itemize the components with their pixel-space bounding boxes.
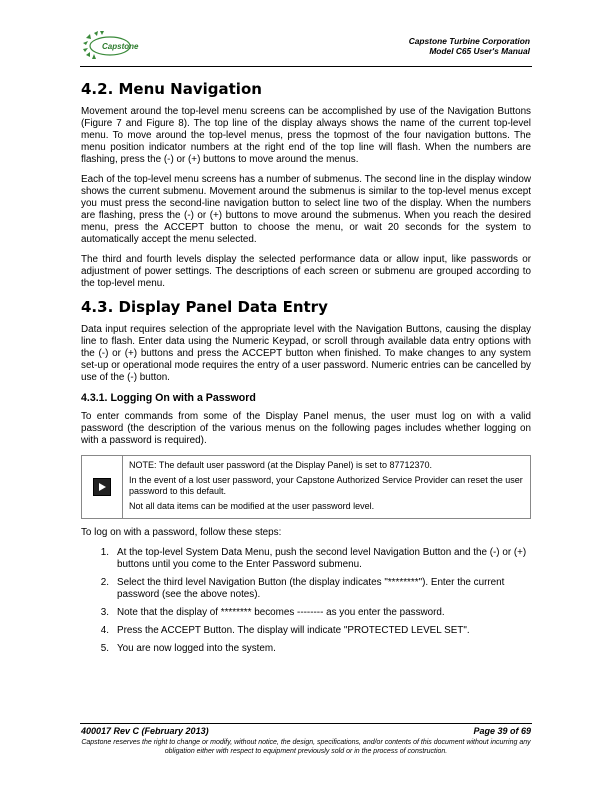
- page-header: [409, 36, 530, 56]
- footer-disclaimer: Capstone reserves the right to change or modify, without notice, the design, specifications, and/or contents of this document without incurring any obligation either with respect to equipment previously sold or in the process of construction.: [81, 739, 531, 755]
- main-content: [81, 80, 531, 661]
- manual-title: Model C65 User's Manual: [429, 46, 530, 56]
- page-number: Page 39 of 69: [473, 726, 531, 736]
- note-text: [123, 456, 530, 518]
- steps-list: [81, 547, 531, 655]
- document-revision: 400017 Rev C (February 2013): [81, 726, 209, 736]
- header-rule: [80, 66, 532, 67]
- list-item: 5. You are now logged into the system.: [100, 643, 276, 654]
- svg-text:Capstone: Capstone: [102, 42, 139, 51]
- note-line: NOTE: The default user password (at the Display Panel) is set to 87712370.: [129, 460, 432, 470]
- note-line: In the event of a lost user password, your Capstone Authorized Service Provider can reset the user password to this default.: [129, 475, 523, 496]
- paragraph: The third and fourth levels display the selected performance data or allow input, like passwords or adjustment of power settings. The descriptions of each screen or submenu are grouped according to the top-level menu.: [81, 254, 531, 289]
- list-item: 2. Select the third level Navigation Button (the display indicates "********"). Enter the current password (see the above notes).: [100, 577, 505, 600]
- list-item: 4. Press the ACCEPT Button. The display will indicate "PROTECTED LEVEL SET".: [100, 625, 470, 636]
- note-box: [81, 455, 531, 519]
- paragraph: To enter commands from some of the Display Panel menus, the user must log on with a valid password (the description of the various menus on the following pages includes whether logging on with a password is required).: [81, 411, 531, 446]
- paragraph: Each of the top-level menu screens has a number of submenus. The second line in the display window shows the current submenu. Movement around the submenus is similar to the top-level menus except you must press the second-line navigation button to select line two of the display. When the numbers are flashing, press the (-) or (+) buttons to move around the submenus. When you reach the desired menu, press the ACCEPT button to choose the menu, or wait 20 seconds for the system to automatically accept the menu selected.: [81, 174, 531, 245]
- note-icon-cell: [82, 456, 123, 518]
- paragraph: Data input requires selection of the appropriate level with the Navigation Buttons, causing the display line to flash. Enter data using the Numeric Keypad, or scroll through available data entry options with the (-) or (+) buttons and press the ACCEPT button when finished. To make changes to any system set-up or operational mode requires the entry of a user password. Numeric entries can be cancelled by use of the (-) button.: [81, 324, 531, 383]
- list-item: 3. Note that the display of ******** becomes -------- as you enter the password.: [100, 607, 445, 618]
- list-item: 1. At the top-level System Data Menu, push the second level Navigation Button and the (-) or (+) buttons until you come to the Enter Password submenu.: [100, 547, 527, 570]
- capstone-logo: [80, 30, 142, 62]
- subsection-heading-logging-on: 4.3.1. Logging On with a Password: [81, 392, 256, 404]
- footer-rule: [80, 723, 532, 724]
- section-heading-menu-navigation: 4.2. Menu Navigation: [81, 80, 262, 98]
- section-heading-display-panel: 4.3. Display Panel Data Entry: [81, 298, 328, 316]
- steps-intro: To log on with a password, follow these steps:: [81, 527, 282, 538]
- paragraph: Movement around the top-level menu screens can be accomplished by use of the Navigation Buttons (Figure 7 and Figure 8). The top line of the display always shows the name of the current top-level menu. To move around the top-level menus, press the topmost of the four navigation buttons. The menu position indicator numbers at the right end of the top line will flash. When the numbers are flashing, press the (-) or (+) buttons to move around the menus.: [81, 106, 531, 165]
- note-line: Not all data items can be modified at the user password level.: [129, 501, 375, 511]
- play-arrow-icon: [93, 478, 111, 496]
- company-name: Capstone Turbine Corporation: [408, 36, 530, 46]
